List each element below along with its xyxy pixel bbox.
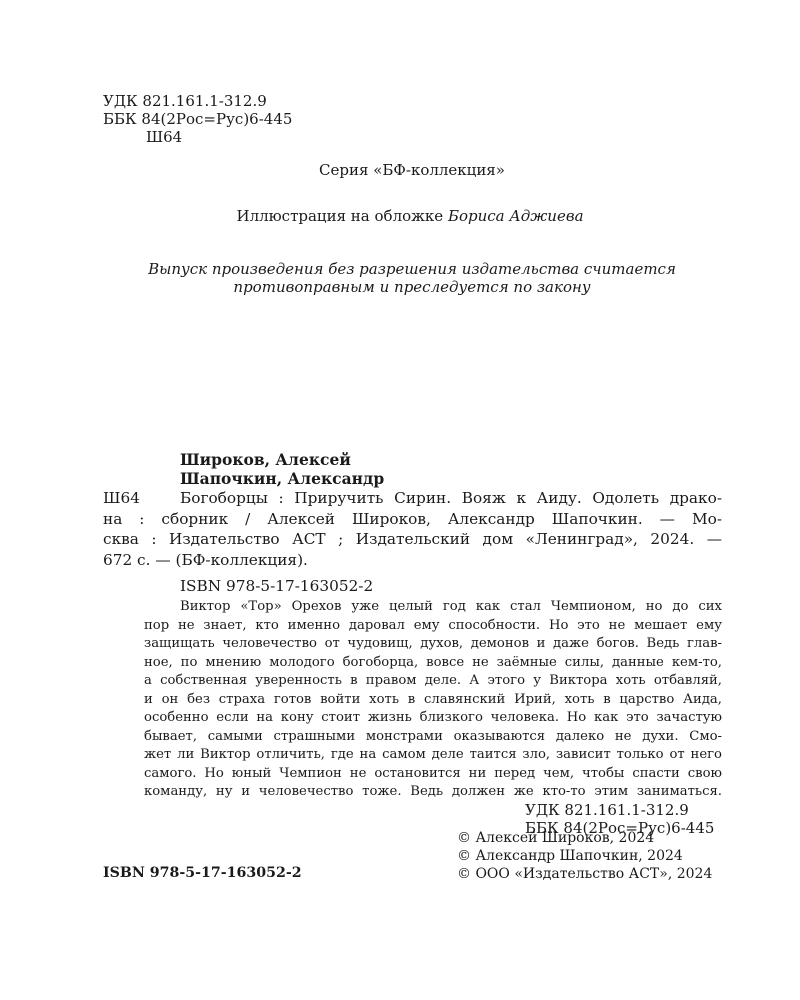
copyright-2: © Александр Шапочкин, 2024 xyxy=(457,848,683,864)
author-mark: Ш64 xyxy=(146,128,183,146)
annotation-line: Виктор «Тор» Орехов уже целый год как стал Чемпионом, но до сих xyxy=(180,599,722,614)
warning-line-1: Выпуск произведения без разрешения издательства считается xyxy=(148,260,676,278)
copyright-1: © Алексей Широков, 2024 xyxy=(457,830,655,846)
catalog-code: Ш64 xyxy=(103,489,140,507)
biblio-line: 672 с. — (БФ-коллекция). xyxy=(103,550,308,569)
illustration-prefix: Иллюстрация на обложке xyxy=(236,207,448,225)
annotation-line: и он без страха готов войти хоть в славянский Ирий, хоть в царство Аида, xyxy=(144,691,722,707)
annotation-line: особенно если на кону стоит жизнь близкого человека. Но как это зачастую xyxy=(144,710,722,725)
warning-line-2: противоправным и преследуется по закону xyxy=(233,278,591,296)
biblio-line: Богоборцы : Приручить Сирин. Вояж к Аиду. Одолеть драко- xyxy=(180,489,722,507)
series-title: Серия «БФ-коллекция» xyxy=(319,161,505,179)
author-2: Шапочкин, Александр xyxy=(180,469,385,488)
annotation-line: а собственная уверенность в правом деле. А этого у Виктора хоть отбавляй, xyxy=(144,673,722,688)
footer-udk: УДК 821.161.1-312.9 xyxy=(525,801,689,819)
illustration-artist: Бориса Аджиева xyxy=(447,207,584,225)
author-1: Широков, Алексей xyxy=(180,450,351,469)
annotation-line: ное, по мнению молодого богоборца, вовсе не заёмные силы, данные кем-то, xyxy=(144,654,722,670)
annotation-line: команду, ну и человечество тоже. Ведь должен же кто-то этим заниматься. xyxy=(144,784,722,799)
copyright-3: © ООО «Издательство АСТ», 2024 xyxy=(457,866,713,882)
isbn-line: ISBN 978-5-17-163052-2 xyxy=(180,577,374,595)
annotation-line: пор не знает, кто именно даровал ему способности. Но это не мешает ему xyxy=(144,617,722,633)
annotation-line: бывает, самыми страшными монстрами оказываются далеко не духи. Смо- xyxy=(144,728,722,744)
footer-isbn: ISBN 978-5-17-163052-2 xyxy=(103,865,302,881)
bbk-code: ББК 84(2Рос=Рус)6-445 xyxy=(103,110,293,128)
annotation-line: самого. Но юный Чемпион не остановится ни перед чем, чтобы спасти свою xyxy=(144,765,722,781)
illustration-credit xyxy=(10,207,800,225)
udk-code: УДК 821.161.1-312.9 xyxy=(103,92,267,110)
footer-bbk: ББК 84(2Рос=Рус)6-445 xyxy=(525,819,715,837)
annotation-line: защищать человечество от чудовищ, духов, демонов и даже богов. Ведь глав- xyxy=(144,636,722,651)
annotation xyxy=(144,598,722,802)
annotation-line: жет ли Виктор отличить, где на самом деле таится зло, зависит только от него xyxy=(144,747,722,762)
biblio-line: на : сборник / Алексей Широков, Александр Шапочкин. — Мо- xyxy=(103,509,722,528)
biblio-line: сква : Издательство АСТ ; Издательский дом «Ленинград», 2024. — xyxy=(103,530,722,548)
